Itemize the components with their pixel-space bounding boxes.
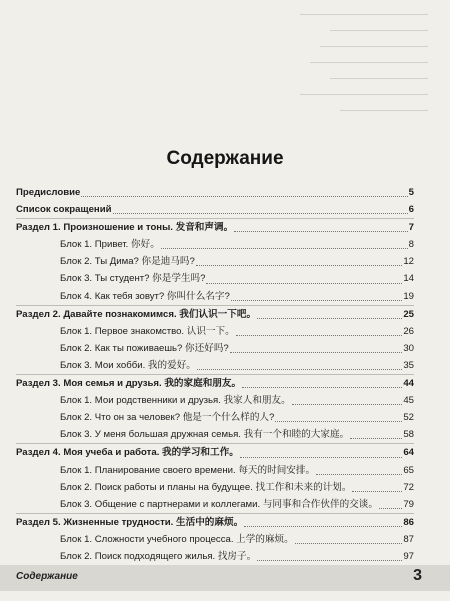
toc-block-row [16,409,414,426]
toc-entry-page: 35 [403,359,414,371]
toc-entry-page: 87 [403,533,414,545]
toc-section-row [16,305,414,323]
dot-leader [350,438,402,439]
toc-entry-page: 72 [403,481,414,493]
dot-leader [240,457,403,458]
toc-block-row [16,426,414,443]
toc-entry-title: Блок 3. Общение с партнерами и коллегами. 与同事和合作伙伴的交谈。 [60,498,378,510]
dot-leader [231,300,403,301]
page-title: Содержание [166,148,284,169]
toc-entry-page: 52 [403,412,414,424]
toc-entry-page: 6 [408,204,414,216]
toc-block-row [16,392,414,409]
toc-entry-page: 79 [403,498,414,510]
dot-leader [244,526,402,527]
toc-section-row [16,201,414,218]
toc-entry-title: Блок 2. Поиск подходящего жилья. 找房子。 [60,550,257,562]
toc-entry-title: Блок 1. Сложности учебного процесса. 上学的麻烦。 [60,533,294,545]
dot-leader [196,265,402,266]
toc-entry-title: Блок 1. Привет. 你好。 [60,239,160,251]
footer-label: Содержание [16,571,78,582]
bleed-through-background [0,0,450,140]
toc-entry-title: Раздел 2. Давайте познакомимся. 我们认识一下吧。 [16,308,257,320]
toc-entry-page: 86 [403,516,414,528]
dot-leader [295,543,403,544]
toc-entry-page: 30 [403,342,414,354]
toc-entry-title: Блок 2. Ты Дима? 你是迪马吗? [60,256,195,268]
dot-leader [234,231,407,232]
dot-leader [292,404,403,405]
dot-leader [161,248,408,249]
toc-entry-title: Блок 2. Как ты поживаешь? 你还好吗? [60,342,229,354]
dot-leader [352,491,402,492]
toc-entry-title: Блок 4. Как тебя зовут? 你叫什么名字? [60,290,230,302]
toc-entry-page: 8 [408,239,414,251]
toc-block-row [16,357,414,374]
page-number: 3 [413,567,422,584]
dot-leader [379,508,402,509]
toc-entry-title: Блок 1. Планирование своего времени. 每天的时间安排。 [60,464,316,476]
dot-leader [316,474,402,475]
toc-entry-page: 44 [403,378,414,390]
toc-block-row [16,462,414,479]
toc-section-row [16,218,414,236]
toc-block-row [16,479,414,496]
toc-block-row [16,340,414,357]
toc-entry-page: 65 [403,464,414,476]
toc-entry-title: Раздел 4. Моя учеба и работа. 我的学习和工作。 [16,447,239,459]
toc-block-row [16,236,414,253]
toc-entry-page: 5 [408,187,414,198]
toc-entry-title: Список сокращений [16,204,112,216]
toc-section-row [16,513,414,531]
toc-block-row [16,288,414,305]
toc-section-row [16,443,414,461]
dot-leader [113,213,408,214]
dot-leader [81,196,407,197]
dot-leader [206,283,402,284]
toc-entry-title: Раздел 5. Жизненные трудности. 生活中的麻烦。 [16,516,244,528]
toc-block-row [16,548,414,565]
toc-entry-page: 12 [403,256,414,268]
toc-block-row [16,323,414,340]
dot-leader [197,369,402,370]
toc-entry-title: Раздел 3. Моя семья и друзья. 我的家庭和朋友。 [16,378,242,390]
toc-block-row [16,253,414,270]
toc-entry-page: 58 [403,429,414,441]
toc-entry-page: 14 [403,273,414,285]
toc-section-row [16,374,414,392]
table-of-contents [16,184,414,582]
dot-leader [242,387,402,388]
toc-block-row [16,270,414,287]
toc-entry-title: Предисловие [16,187,81,198]
toc-entry-title: Блок 3. У меня большая дружная семья. 我有一个和睦的大家庭。 [60,429,350,441]
dot-leader [230,352,403,353]
dot-leader [275,421,402,422]
dot-leader [257,560,402,561]
toc-entry-page: 97 [403,550,414,562]
toc-entry-page: 26 [403,325,414,337]
toc-entry-page: 25 [403,308,414,320]
toc-entry-title: Блок 2. Что он за человек? 他是一个什么样的人? [60,412,275,424]
toc-entry-page: 7 [408,222,414,234]
dot-leader [236,335,403,336]
toc-entry-title: Раздел 1. Произношение и тоны. 发音和声调。 [16,222,234,234]
toc-entry-title: Блок 3. Мои хобби. 我的爱好。 [60,359,196,371]
toc-entry-title: Блок 1. Мои родственники и друзья. 我家人和朋友。 [60,395,291,407]
toc-entry-title: Блок 2. Поиск работы и планы на будущее. 找工作和未来的计划。 [60,481,352,493]
toc-entry-title: Блок 1. Первое знакомство. 认识一下。 [60,325,235,337]
toc-section-row [16,184,414,201]
dot-leader [257,318,402,319]
toc-entry-title: Блок 3. Ты студент? 你是学生吗? [60,273,206,285]
toc-block-row [16,496,414,513]
toc-entry-page: 64 [403,447,414,459]
page-footer [0,565,450,591]
toc-entry-page: 19 [403,290,414,302]
toc-block-row [16,531,414,548]
toc-entry-page: 45 [403,395,414,407]
